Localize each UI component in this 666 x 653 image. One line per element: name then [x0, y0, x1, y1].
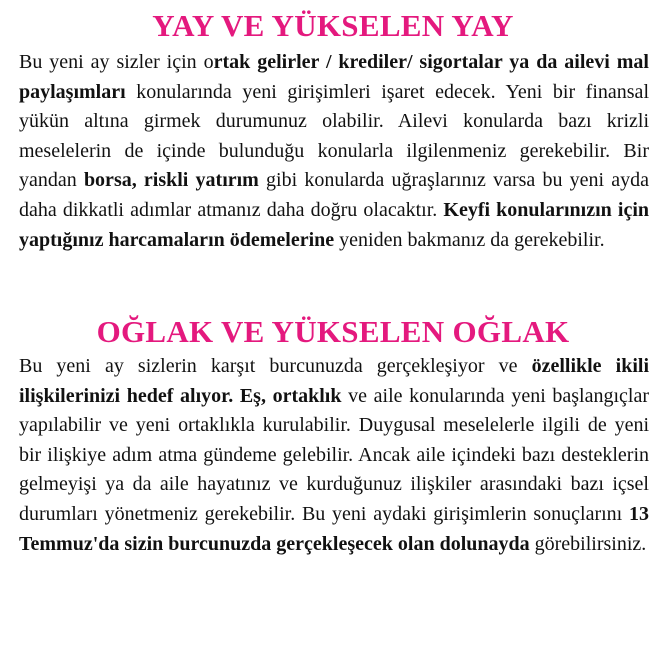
body-text: ve aile konularında yeni başlangıçlar yapılabilir ve yeni ortaklıkla kurulabilir. Duygusal meselelerle ilgili de yeni bir ilişkiye adım atma gündeme gelebilir. Ancak aile içindeki bazı desteklerin gelmeyişi ya da aile hayatınız ve kurduğunuz ilişkiler arasındaki bazı içsel durumları yönetmeniz gerekebilir. Bu yeni aydaki girişimlerin sonuçlarını — [19, 384, 650, 525]
body-text-bold: borsa, riskli yatırım — [83, 169, 259, 192]
body-text: konularında yeni girişimleri işaret edecek. Yeni bir finansal yükün altına girmek durumunuz olabilir. Ailevi konularda bazı krizli meselelerin de içinde bulunduğu konularla ilgilenmeniz gerekebilir. Bir yandan — [19, 80, 649, 192]
body-text: yeniden bakmanız da gerekebilir. — [334, 228, 605, 251]
body-text: gibi konularda uğraşlarınız varsa bu yeni ayda daha dikkatli adımlar atmanız daha doğru olacaktır. — [19, 169, 650, 221]
body-text: Bu yeni ay sizler için o — [19, 51, 214, 73]
section-title-capricorn: OĞLAK VE YÜKSELEN OĞLAK — [96, 314, 570, 349]
body-text: görebilirsiniz. — [529, 532, 647, 555]
body-text-bold: özellikle ikili ilişkilerinizi hedef alıyor. Eş, ortaklık — [19, 355, 649, 407]
section-body-sagittarius — [19, 48, 649, 255]
section-title-sagittarius: YAY VE YÜKSELEN YAY — [152, 8, 514, 43]
body-text-bold: Keyfi konularınızın için yaptığınız harcamaların ödemelerine — [19, 198, 649, 251]
section-body-capricorn — [19, 352, 649, 559]
body-text-bold: 13 Temmuz'da sizin burcunuzda gerçekleşecek olan dolunayda — [19, 502, 649, 555]
body-text: Bu yeni ay sizlerin karşıt burcunuzda gerçekleşiyor ve — [19, 355, 532, 377]
body-text-bold: rtak gelirler / krediler/ sigortalar ya da ailevi mal paylaşımları — [19, 51, 649, 103]
